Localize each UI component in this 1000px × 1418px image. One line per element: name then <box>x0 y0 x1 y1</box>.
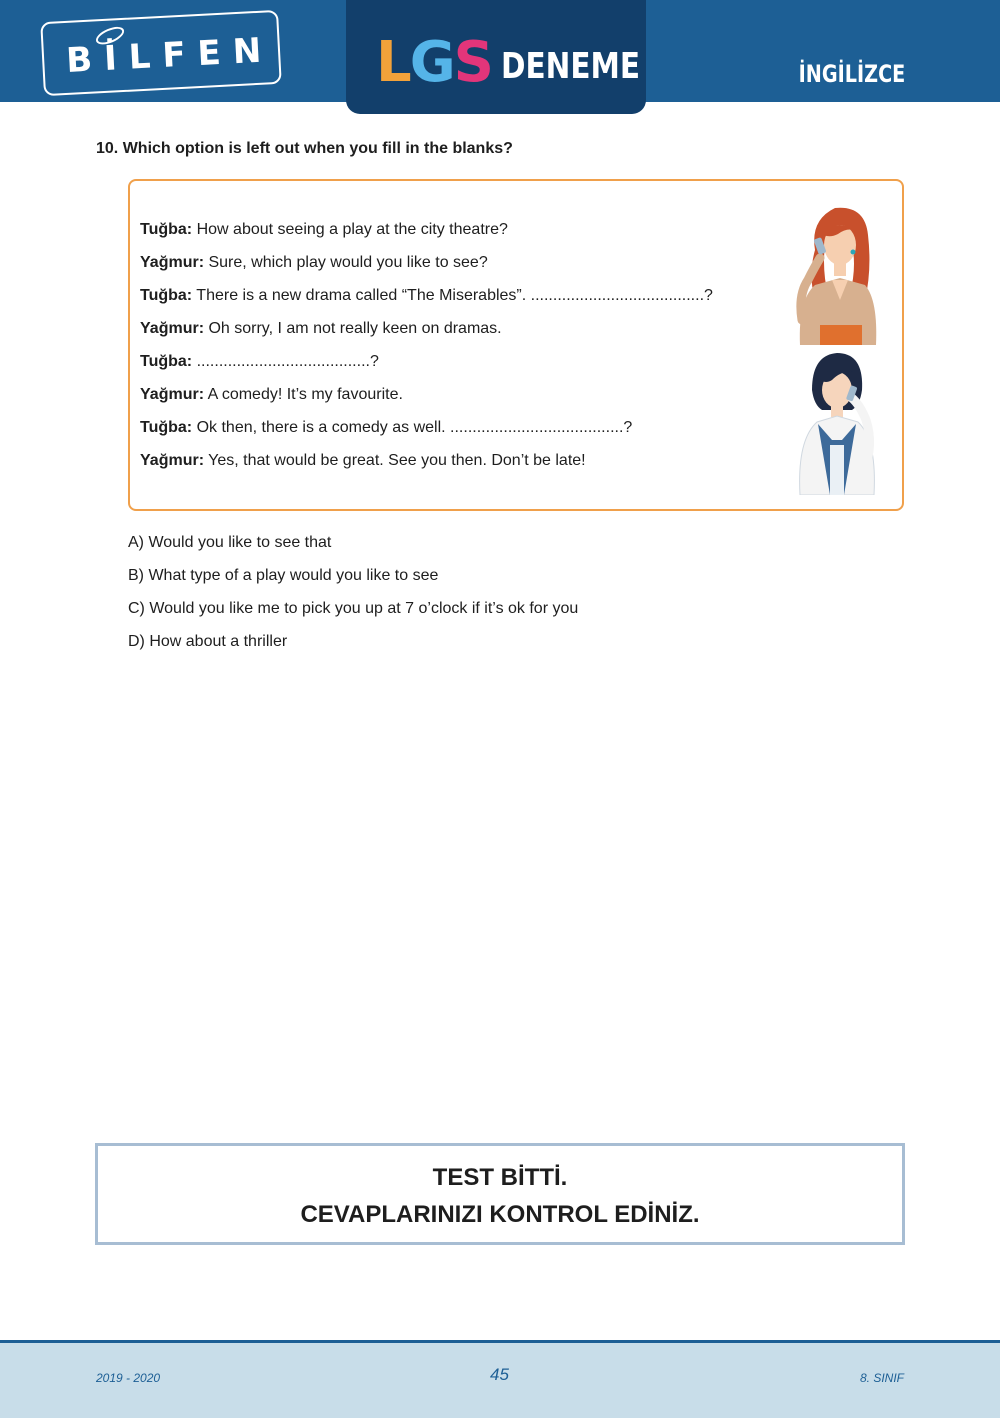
dialogue-line <box>140 254 488 272</box>
speaker-name: Tuğba: <box>140 287 193 304</box>
page-number: 45 <box>490 1365 509 1384</box>
option-d: D) How about a thriller <box>128 633 288 650</box>
woman-phone-illustration-1 <box>780 200 890 345</box>
dialogue-line <box>140 353 379 371</box>
lgs-letter-s: S <box>453 30 492 95</box>
speaker-name: Yağmur: <box>140 254 205 271</box>
exam-title-tab <box>346 0 646 114</box>
footer-grade: 8. SINIF <box>859 1371 904 1385</box>
test-end-line-2: CEVAPLARINIZI KONTROL EDİNİZ. <box>300 1201 700 1228</box>
dialogue-text: A comedy! It’s my favourite. <box>204 386 403 403</box>
dialogue-text: Sure, which play would you like to see? <box>204 254 488 271</box>
dialogue-text: .......................................? <box>192 353 379 370</box>
speaker-name: Yağmur: <box>140 320 205 337</box>
speaker-name: Tuğba: <box>140 221 193 238</box>
speaker-name: Yağmur: <box>140 386 205 403</box>
dialogue-text: Ok then, there is a comedy as well. .......................................? <box>192 419 633 436</box>
dialogue-text: How about seeing a play at the city theatre? <box>192 221 508 238</box>
dialogue-text: Oh sorry, I am not really keen on dramas. <box>204 320 502 337</box>
lgs-letter-l: L <box>376 30 410 95</box>
dialogue-line <box>140 386 403 404</box>
publisher-name: BİLFEN <box>65 30 275 81</box>
publisher-logo <box>40 10 282 96</box>
dialogue-text: There is a new drama called “The Miserables”. .......................................? <box>192 287 713 304</box>
dialogue-line <box>140 221 508 239</box>
speaker-name: Yağmur: <box>140 452 205 469</box>
page-footer <box>0 1340 1000 1418</box>
dialogue-line <box>140 419 632 437</box>
lgs-letter-g: G <box>409 30 454 95</box>
speaker-name: Tuğba: <box>140 353 193 370</box>
option-b: B) What type of a play would you like to see <box>128 567 439 584</box>
dialogue-text: Yes, that would be great. See you then. Don’t be late! <box>204 452 586 469</box>
option-c: C) Would you like me to pick you up at 7 o’clock if it’s ok for you <box>128 600 579 617</box>
option-a: A) Would you like to see that <box>128 534 332 551</box>
woman-phone-illustration-2 <box>782 350 892 495</box>
footer-year: 2019 - 2020 <box>96 1371 161 1385</box>
dialogue-line <box>140 452 586 470</box>
subject-title: İNGİLİZCE <box>798 60 905 88</box>
exam-word: DENEME <box>501 46 641 87</box>
test-end-box <box>95 1143 905 1245</box>
question-title: 10. Which option is left out when you fill in the blanks? <box>96 140 513 157</box>
speaker-name: Tuğba: <box>140 419 193 436</box>
lgs-logo <box>376 30 492 95</box>
dialogue-line <box>140 287 713 305</box>
test-end-line-1: TEST BİTTİ. <box>432 1164 568 1191</box>
dialogue-line <box>140 320 502 338</box>
